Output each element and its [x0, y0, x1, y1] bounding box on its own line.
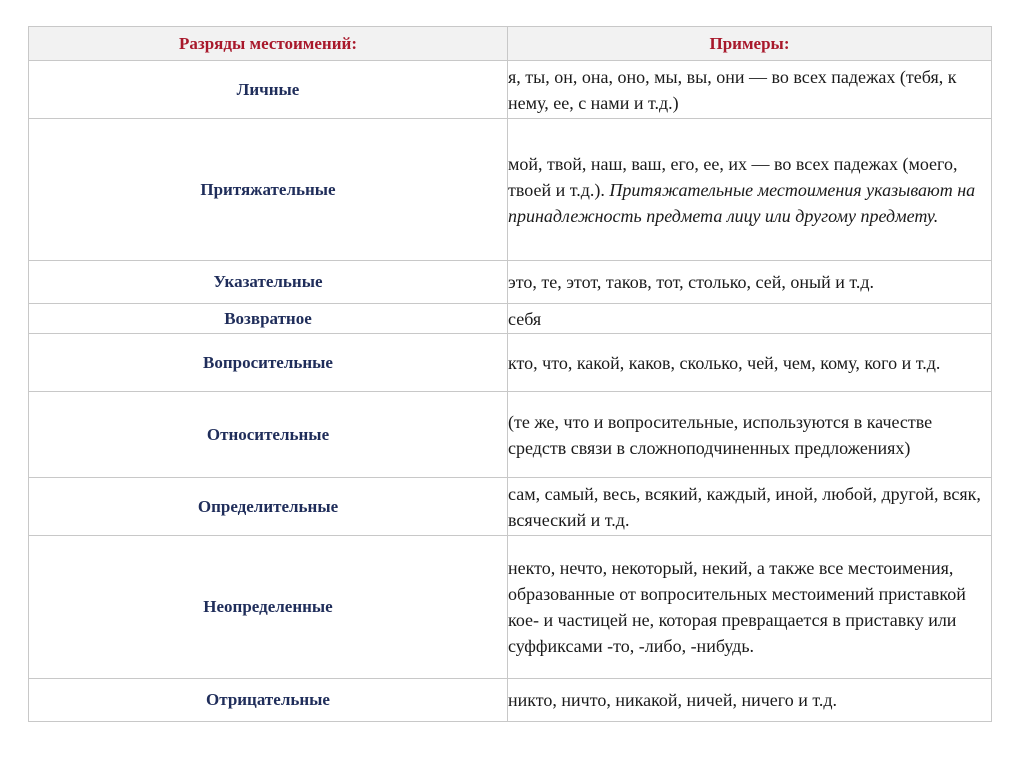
row-category: Личные — [29, 61, 508, 119]
row-examples: кто, что, какой, каков, сколько, чей, чем, кому, кого и т.д. — [508, 334, 992, 392]
table-header-row — [29, 27, 992, 61]
row-category: Указательные — [29, 261, 508, 304]
header-examples: Примеры: — [508, 27, 992, 61]
row-examples: сам, самый, весь, всякий, каждый, иной, любой, другой, всяк, всяческий и т.д. — [508, 478, 992, 536]
row-examples: я, ты, он, она, оно, мы, вы, они — во всех падежах (тебя, к нему, ее, с нами и т.д.) — [508, 61, 992, 119]
table-row — [29, 334, 992, 392]
row-examples-note: Притяжательные местоимения указывают на принадлежность предмета лицу или другому предмету. — [508, 179, 976, 226]
row-category: Определительные — [29, 478, 508, 536]
row-category: Отрицательные — [29, 679, 508, 722]
row-examples: это, те, этот, таков, тот, столько, сей, оный и т.д. — [508, 261, 992, 304]
row-examples: некто, нечто, некоторый, некий, а также все местоимения, образованные от вопросительных местоимений приставкой кое- и частицей не, которая превращается в приставку или суффиксами -то, -либо, -нибудь. — [508, 536, 992, 679]
row-examples-text: мой, твой, наш, ваш, его, ее, их — во всех падежах (моего, твоей и т.д.). — [508, 153, 958, 200]
table-row — [29, 478, 992, 536]
table-row — [29, 392, 992, 478]
table-row — [29, 304, 992, 334]
header-category: Разряды местоимений: — [29, 27, 508, 61]
table-row — [29, 536, 992, 679]
table-row — [29, 261, 992, 304]
row-examples: себя — [508, 304, 992, 334]
table-row — [29, 61, 992, 119]
row-examples — [508, 119, 992, 261]
row-category: Относительные — [29, 392, 508, 478]
table-row — [29, 119, 992, 261]
row-category: Притяжательные — [29, 119, 508, 261]
table-row — [29, 679, 992, 722]
row-examples: (те же, что и вопросительные, используются в качестве средств связи в сложноподчиненных предложениях) — [508, 392, 992, 478]
row-category: Возвратное — [29, 304, 508, 334]
row-examples: никто, ничто, никакой, ничей, ничего и т.д. — [508, 679, 992, 722]
row-category: Вопросительные — [29, 334, 508, 392]
row-category: Неопределенные — [29, 536, 508, 679]
pronoun-categories-table — [28, 26, 992, 722]
